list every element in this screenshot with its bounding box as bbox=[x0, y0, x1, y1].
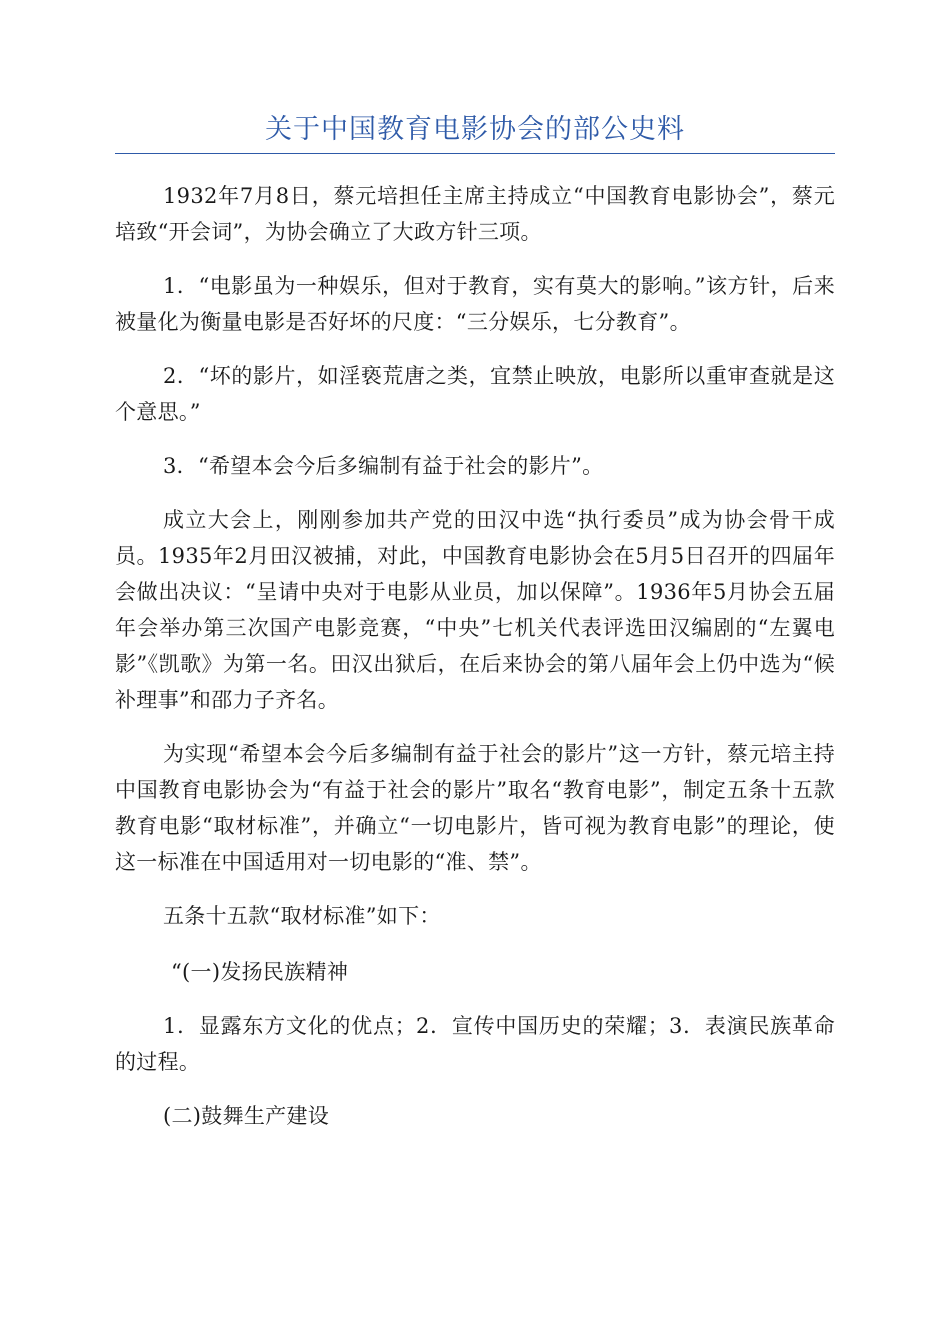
paragraph-intro: 1932年7月8日，蔡元培担任主席主持成立“中国教育电影协会”，蔡元培致“开会词”，为协会确立了大政方针三项。 bbox=[115, 184, 835, 244]
paragraph-education-film: 为实现“希望本会今后多编制有益于社会的影片”这一方针，蔡元培主持中国教育电影协会为“有益于社会的影片”取名“教育电影”，制定五条十五款教育电影“取材标准”，并确立“一切电影片，皆可视为教育电影”的理论，使这一标准在中国适用对一切电影的“准、禁”。 bbox=[115, 742, 835, 874]
paragraph-standard-2-heading: (二)鼓舞生产建设 bbox=[163, 1104, 330, 1128]
document-title: 关于中国教育电影协会的部公史料 bbox=[265, 114, 685, 145]
paragraph-standard-1-items: 1．显露东方文化的优点；2．宣传中国历史的荣耀；3．表演民族革命的过程。 bbox=[115, 1014, 835, 1074]
paragraph-standards-intro: 五条十五款“取材标准”如下： bbox=[163, 904, 441, 928]
paragraph-policy-2: 2．“坏的影片，如淫亵荒唐之类，宜禁止映放，电影所以重审查就是这个意思。” bbox=[115, 364, 835, 424]
paragraph-policy-3: 3．“希望本会今后多编制有益于社会的影片”。 bbox=[163, 454, 604, 478]
title-underline bbox=[115, 153, 835, 154]
document-body bbox=[115, 178, 835, 1152]
paragraph-tian-han: 成立大会上，刚刚参加共产党的田汉中选“执行委员”成为协会骨干成员。1935年2月田汉被捕，对此，中国教育电影协会在5月5日召开的四届年会做出决议：“呈请中央对于电影从业员，加以保障”。1936年5月协会五届年会举办第三次国产电影竞赛，“中央”七机关代表评选田汉编剧的“左翼电影”《凯歌》为第一名。田汉出狱后，在后来协会的第八届年会上仍中选为“候补理事”和邵力子齐名。 bbox=[115, 508, 835, 712]
paragraph-policy-1: 1．“电影虽为一种娱乐，但对于教育，实有莫大的影响。”该方针，后来被量化为衡量电影是否好坏的尺度：“三分娱乐，七分教育”。 bbox=[115, 274, 835, 334]
paragraph-standard-1-heading: “(一)发扬民族精神 bbox=[171, 960, 349, 984]
